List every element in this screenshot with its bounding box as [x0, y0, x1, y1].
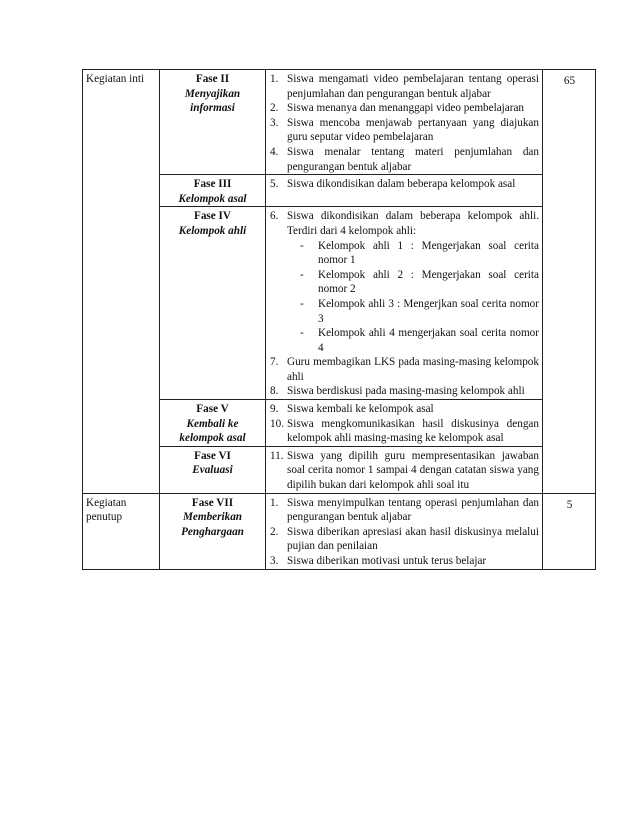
step-text: Siswa mengkomunikasikan hasil diskusinya dengan kelompok ahli masing-masing ke kelompok asal — [287, 417, 539, 445]
step-number: 3. — [270, 116, 279, 129]
step-item — [270, 72, 539, 101]
phase-title: Kelompok ahli — [178, 224, 247, 237]
step-text: Siswa yang dipilih guru mempresentasikan jawaban soal cerita nomor 1 sampai 4 dengan catatan siswa yang dipilih bukan dari kelompok ahli soal itu — [287, 449, 539, 492]
step-text: Siswa berdiskusi pada masing-masing kelompok ahli — [287, 385, 525, 398]
lesson-plan-table — [82, 69, 596, 570]
step-number: 5. — [270, 178, 279, 191]
sub-item — [287, 297, 539, 326]
phase-cell — [160, 207, 266, 400]
step-item — [270, 209, 539, 355]
step-text: Siswa diberikan apresiasi akan hasil diskusinya melalui pujian dan penilaian — [287, 525, 539, 553]
phase-title: Evaluasi — [192, 464, 233, 477]
score-cell: 65 — [543, 70, 596, 494]
step-text: Siswa mengamati video pembelajaran tentang operasi penjumlahan dan pengurangan bentuk aljabar — [287, 73, 539, 100]
step-body — [287, 355, 539, 384]
step-body — [287, 496, 539, 525]
step-number: 1. — [270, 73, 279, 85]
phase-name: Fase II — [195, 73, 230, 85]
step-item — [270, 384, 539, 399]
step-number: 10. — [270, 417, 284, 430]
step-body — [287, 525, 539, 554]
sub-item — [287, 268, 539, 297]
sub-bullet: - — [300, 239, 304, 252]
phase-cell — [160, 175, 266, 207]
sub-item — [287, 239, 539, 268]
phase-cell — [160, 446, 266, 493]
steps-cell — [266, 70, 543, 175]
steps-cell — [266, 400, 543, 447]
step-text: Siswa diberikan motivasi untuk terus belajar — [287, 555, 487, 567]
step-text: Siswa kembali ke kelompok asal — [287, 403, 434, 416]
phase-title: Penghargaan — [181, 525, 244, 538]
step-body — [287, 209, 539, 355]
steps-cell — [266, 175, 543, 207]
phase-title: Kelompok asal — [178, 192, 247, 205]
sub-item — [287, 326, 539, 355]
step-item — [270, 417, 539, 446]
step-number: 8. — [270, 385, 279, 398]
phase-title: Menyajikan — [184, 87, 241, 100]
step-body — [287, 449, 539, 493]
phase-title: kelompok asal — [179, 432, 246, 445]
phase-name: Fase III — [193, 178, 232, 191]
sub-text: Kelompok ahli 2 : Mengerjakan soal cerita nomor 2 — [318, 268, 539, 296]
score-cell: 5 — [543, 493, 596, 569]
phase-cell — [160, 400, 266, 447]
step-number: 9. — [270, 403, 279, 416]
phase-name: Fase VII — [191, 496, 234, 509]
sub-bullet: - — [300, 327, 304, 340]
step-text: Siswa dikondisikan dalam beberapa kelompok ahli. Terdiri dari 4 kelompok ahli: — [287, 210, 539, 237]
sub-text: Kelompok ahli 1 : Mengerjakan soal cerita nomor 1 — [318, 239, 539, 267]
step-text: Siswa menyimpulkan tentang operasi penjumlahan dan pengurangan bentuk aljabar — [287, 496, 539, 524]
step-text: Siswa dikondisikan dalam beberapa kelompok asal — [287, 178, 516, 191]
phase-title: Kembali ke — [186, 417, 239, 430]
table-row — [83, 70, 596, 175]
steps-cell — [266, 493, 543, 569]
phase-name: Fase IV — [194, 210, 231, 223]
sub-text: Kelompok ahli 3 : Mengerjkan soal cerita nomor 3 — [318, 297, 539, 325]
step-item — [270, 554, 539, 569]
step-body — [287, 384, 539, 399]
lesson-plan-body — [83, 70, 596, 570]
table-row — [83, 175, 596, 207]
sub-bullet: - — [300, 297, 304, 310]
step-number: 6. — [270, 210, 279, 223]
step-item — [270, 402, 539, 417]
step-text: Guru membagikan LKS pada masing-masing kelompok ahli — [287, 356, 539, 383]
phase-title: informasi — [190, 102, 235, 115]
activity-cell: Kegiatan inti — [83, 70, 160, 494]
step-text: Siswa menanya dan menanggapi video pembelajaran — [287, 102, 525, 115]
phase-cell — [160, 70, 266, 175]
step-item — [270, 355, 539, 384]
step-item — [270, 449, 539, 493]
phase-title: Memberikan — [182, 511, 243, 524]
activity-cell: Kegiatan penutup — [83, 493, 160, 569]
steps-cell — [266, 446, 543, 493]
step-number: 1. — [270, 496, 279, 509]
step-text: Siswa menalar tentang materi penjumlahan dan pengurangan bentuk aljabar — [287, 145, 539, 173]
step-number: 11. — [270, 449, 284, 462]
step-item — [270, 525, 539, 554]
step-number: 4. — [270, 145, 279, 158]
sub-text: Kelompok ahli 4 mengerjakan soal cerita nomor 4 — [318, 327, 539, 354]
steps-cell — [266, 207, 543, 400]
sub-bullet: - — [300, 268, 304, 281]
step-body — [287, 177, 539, 192]
phase-name: Fase VI — [194, 449, 231, 462]
phase-name: Fase V — [196, 403, 229, 416]
step-item — [270, 177, 539, 192]
step-body — [287, 417, 539, 446]
table-row — [83, 207, 596, 400]
step-body — [287, 145, 539, 174]
step-number: 7. — [270, 356, 279, 369]
step-number: 3. — [270, 555, 279, 567]
step-item — [270, 145, 539, 174]
table-row — [83, 446, 596, 493]
table-row — [83, 493, 596, 569]
phase-cell — [160, 493, 266, 569]
step-body — [287, 72, 539, 101]
step-body — [287, 116, 539, 145]
step-item — [270, 101, 539, 116]
step-number: 2. — [270, 102, 279, 115]
step-item — [270, 496, 539, 525]
step-number: 2. — [270, 525, 279, 538]
table-row — [83, 400, 596, 447]
step-body — [287, 402, 539, 417]
step-body — [287, 101, 539, 116]
step-item — [270, 116, 539, 145]
step-text: Siswa mencoba menjawab pertanyaan yang diajukan guru seputar video pembelajaran — [287, 116, 539, 144]
step-body — [287, 554, 539, 569]
